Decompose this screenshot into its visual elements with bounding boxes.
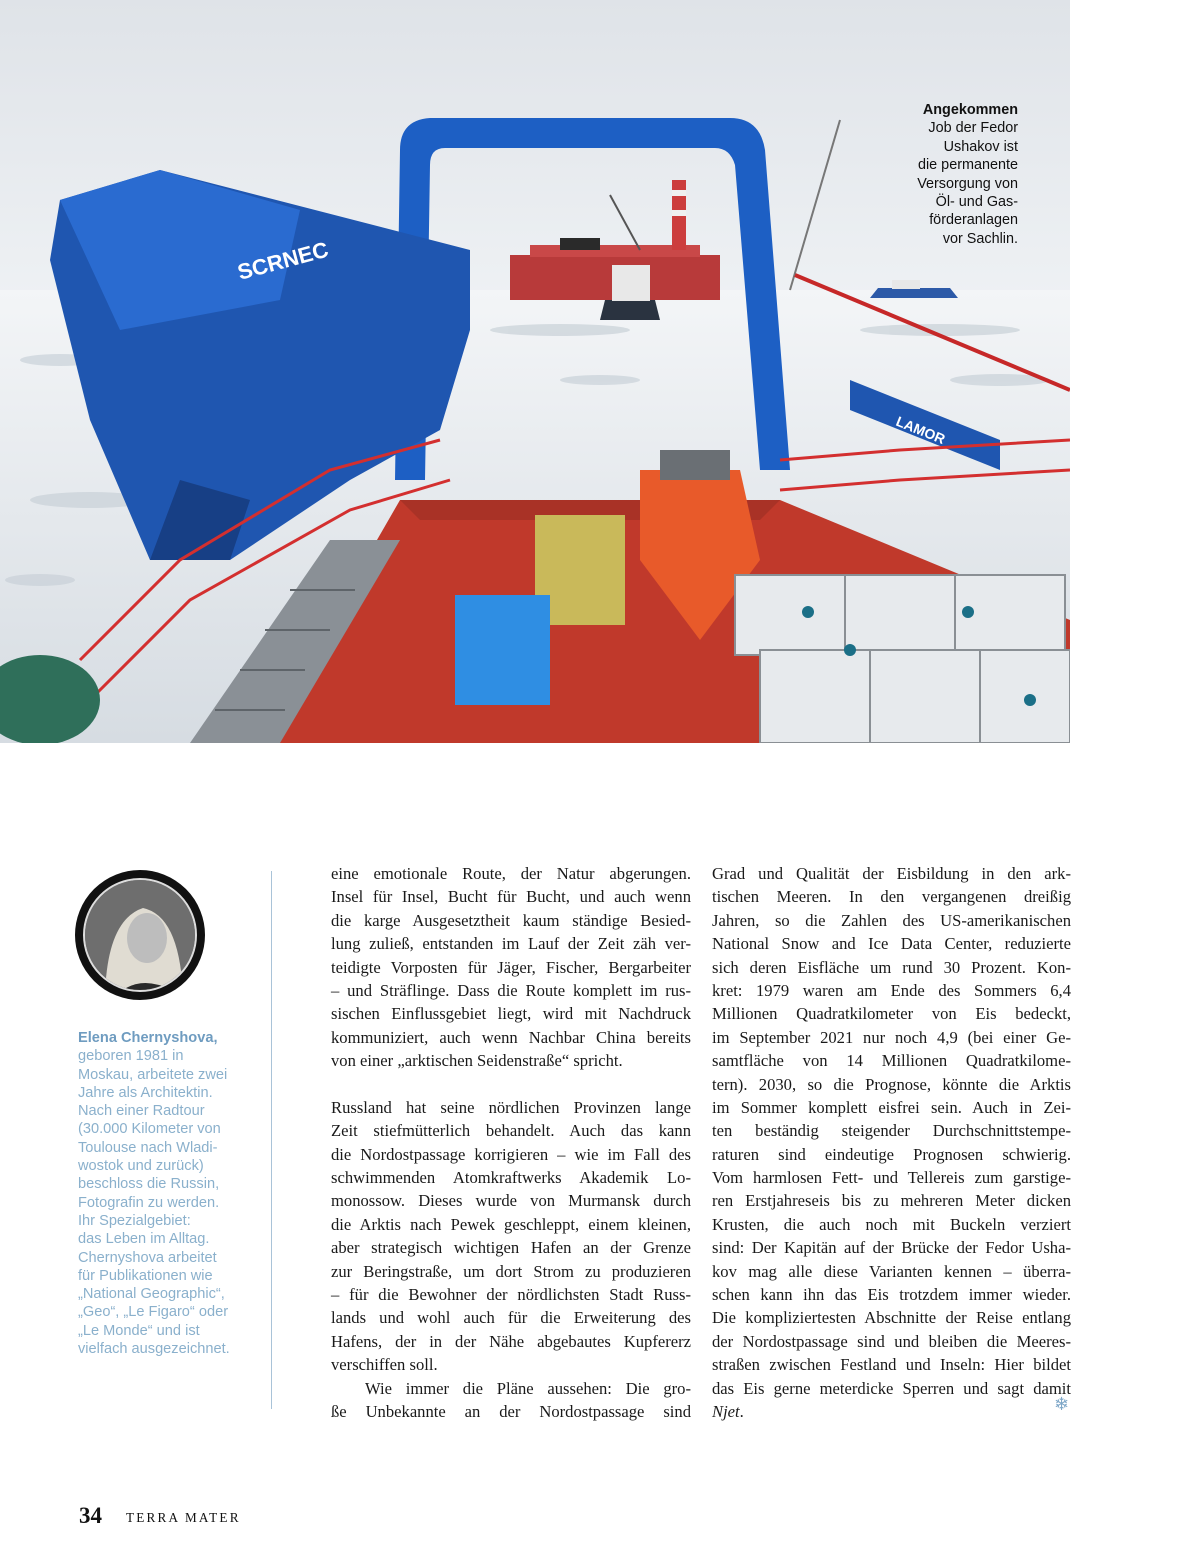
author-bio <box>78 1029 248 1358</box>
text-line: im September 2021 nur noch 4,9 (bei einer Ge- <box>712 1027 1071 1047</box>
magazine-name: TERRA MATER <box>126 1510 241 1525</box>
text-line: National Snow and Ice Data Center, reduzierte <box>712 934 1071 954</box>
text-line: ße Unbekannte an der Nordostpassage sind <box>331 1401 691 1421</box>
text-line: kommuniziert, auch wenn Nachbar China bereits <box>331 1027 691 1047</box>
article-column-2 <box>712 862 1071 1423</box>
text-line: tern). 2030, so die Prognose, könnte die Arktis <box>712 1074 1071 1094</box>
text-line: Krusten, die auch noch mit Buckeln verziert <box>712 1214 1071 1234</box>
text-line: Insel für Insel, Bucht für Bucht, und auch wenn <box>331 887 691 907</box>
end-mark-icon: ❄ <box>1054 1394 1070 1414</box>
text-line: schen kann ihn das Eis trotzdem immer wieder. <box>712 1285 1071 1305</box>
text-line: – für die Bewohner der nördlichsten Stadt Russ- <box>331 1285 691 1305</box>
text-line: zur Beringstraße, um dort Strom zu produzieren <box>331 1261 691 1281</box>
bio-line: Ihr Spezialgebiet: <box>78 1212 191 1229</box>
bio-line: wostok und zurück) <box>78 1158 204 1175</box>
text-line: lung zuließ, entstanden im Lauf der Zeit zäh ver- <box>331 934 691 954</box>
bio-line: geboren 1981 in <box>78 1048 184 1065</box>
text-line: Hafens, der in der Nähe abgebautes Kupfererz <box>331 1331 691 1351</box>
bio-line: Jahre als Architektin. <box>78 1084 213 1101</box>
text-line: das Eis gerne meterdicke Sperren und sagt damit <box>712 1378 1071 1398</box>
text-line: Russland hat seine nördlichen Provinzen lange <box>331 1097 691 1117</box>
caption-title: Angekommen <box>922 102 1018 118</box>
text-line: Grad und Qualität der Eisbildung in den ark- <box>712 864 1071 883</box>
final-period: . <box>739 1401 744 1421</box>
text-line: die Arktis nach Pewek geschleppt, einem kleinen, <box>331 1214 691 1234</box>
text-line: straßen zwischen Festland und Inseln: Hier bildet <box>712 1355 1071 1375</box>
caption-line: förderanlagen <box>929 212 1018 229</box>
bio-line: „Le Monde“ und ist <box>78 1322 200 1339</box>
caption-line: Job der Fedor <box>928 120 1018 137</box>
text-line: Vom harmlosen Fett- und Tellereis zum garstige- <box>712 1168 1071 1188</box>
text-line: die karge Ausgesetztheit kaum ständige Besied- <box>331 910 691 930</box>
caption-line: vor Sachlin. <box>942 230 1018 247</box>
text-line: sind: Der Kapitän auf der Brücke der Fedor Usha- <box>712 1238 1071 1258</box>
bio-line: (30.000 Kilometer von <box>78 1121 221 1138</box>
bio-line: „Geo“, „Le Figaro“ oder <box>78 1304 229 1321</box>
text-line: samtfläche von 14 Millionen Quadratkilome- <box>712 1051 1071 1071</box>
bio-line: beschloss die Russin, <box>78 1176 220 1193</box>
text-line: Jahren, so die Zahlen des US-amerikanischen <box>712 910 1071 930</box>
text-line: sich deren Eisfläche um rund 30 Prozent. Kon- <box>712 957 1071 977</box>
hero-photo <box>0 0 1070 743</box>
text-line: ren Erstjahreseis bis zu mehreren Meter dicken <box>712 1191 1071 1211</box>
bio-line: für Publikationen wie <box>78 1267 213 1284</box>
text-line: eine emotionale Route, der Natur abgerungen. <box>331 864 691 883</box>
bio-line: Nach einer Radtour <box>78 1103 205 1120</box>
page-number: 34 <box>79 1503 102 1528</box>
bio-line: Moskau, arbeitete zwei <box>78 1066 228 1083</box>
njet-word: Njet <box>712 1401 740 1421</box>
text-line: kret: 1979 waren am Ende des Sommers 6,4 <box>712 980 1071 1000</box>
bio-line: Chernyshova arbeitet <box>78 1249 217 1266</box>
bio-line: „National Geographic“, <box>78 1286 225 1303</box>
text-line: teidigte Vorposten für Jäger, Fischer, Bergarbeiter <box>331 957 691 977</box>
crane-label-right: LAMOR <box>893 412 948 448</box>
text-line: im Sommer komplett eisfrei sein. Auch in Zei- <box>712 1097 1071 1117</box>
author-portrait <box>75 870 205 1000</box>
text-line: Zeit stiefmütterlich behandelt. Auch das kann <box>331 1121 691 1141</box>
bio-line: Fotografin zu werden. <box>78 1194 220 1211</box>
caption-line: Öl- und Gas- <box>935 194 1018 211</box>
text-line: Millionen Quadratkilometer von Eis bedeckt, <box>712 1004 1071 1024</box>
text-line: die Nordostpassage korrigieren – wie im Fall des <box>331 1144 691 1164</box>
text-line: ten beständig steigender Durchschnittstempe- <box>712 1121 1071 1141</box>
text-line: aber strategisch wichtigen Hafen an der Grenze <box>331 1238 691 1258</box>
text-line: der Nordostpassage sind und bleiben die Meeres- <box>712 1331 1071 1351</box>
caption-line: die permanente <box>917 157 1018 174</box>
portrait-photo <box>85 880 197 992</box>
bio-line: vielfach ausgezeichnet. <box>78 1341 230 1358</box>
text-line: monossow. Dieses wurde von Murmansk durch <box>331 1191 691 1211</box>
text-line: Die kompliziertesten Abschnitte der Reise entlang <box>712 1308 1071 1328</box>
photo-caption <box>866 101 1018 248</box>
caption-line: Versorgung von <box>917 175 1018 192</box>
text-line: lands und wohl auch für die Erweiterung des <box>331 1308 691 1328</box>
text-line: raturen sind eindeutige Prognosen schwierig. <box>712 1144 1071 1164</box>
column-divider <box>271 871 272 1409</box>
bio-line: das Leben im Alltag. <box>78 1231 210 1248</box>
text-line: Wie immer die Pläne aussehen: Die gro- <box>365 1378 691 1398</box>
text-line: sischen Einflussgebiet liegt, wird mit Nachdruck <box>331 1004 691 1024</box>
author-name: Elena Chernyshova, <box>78 1030 218 1046</box>
text-line: – und Sträflinge. Dass die Route komplett im rus- <box>331 980 691 1000</box>
text-line: schwimmenden Atomkraftwerks Akademik Lo- <box>331 1168 691 1188</box>
text-line-final <box>712 1400 1071 1423</box>
bio-line: Toulouse nach Wladi- <box>78 1139 218 1156</box>
text-line: tischen Meeren. In den vergangenen dreißig <box>712 887 1071 907</box>
text-line: kov mag alle diese Varianten kennen – überra- <box>712 1261 1071 1281</box>
text-line: von einer „arktischen Seidenstraße“ spricht. <box>331 1051 623 1071</box>
text-line: verschiffen soll. <box>331 1355 438 1375</box>
crane-label: SCRNEC <box>234 236 332 285</box>
article-column-1 <box>331 862 691 1423</box>
caption-line: Ushakov ist <box>943 138 1018 155</box>
